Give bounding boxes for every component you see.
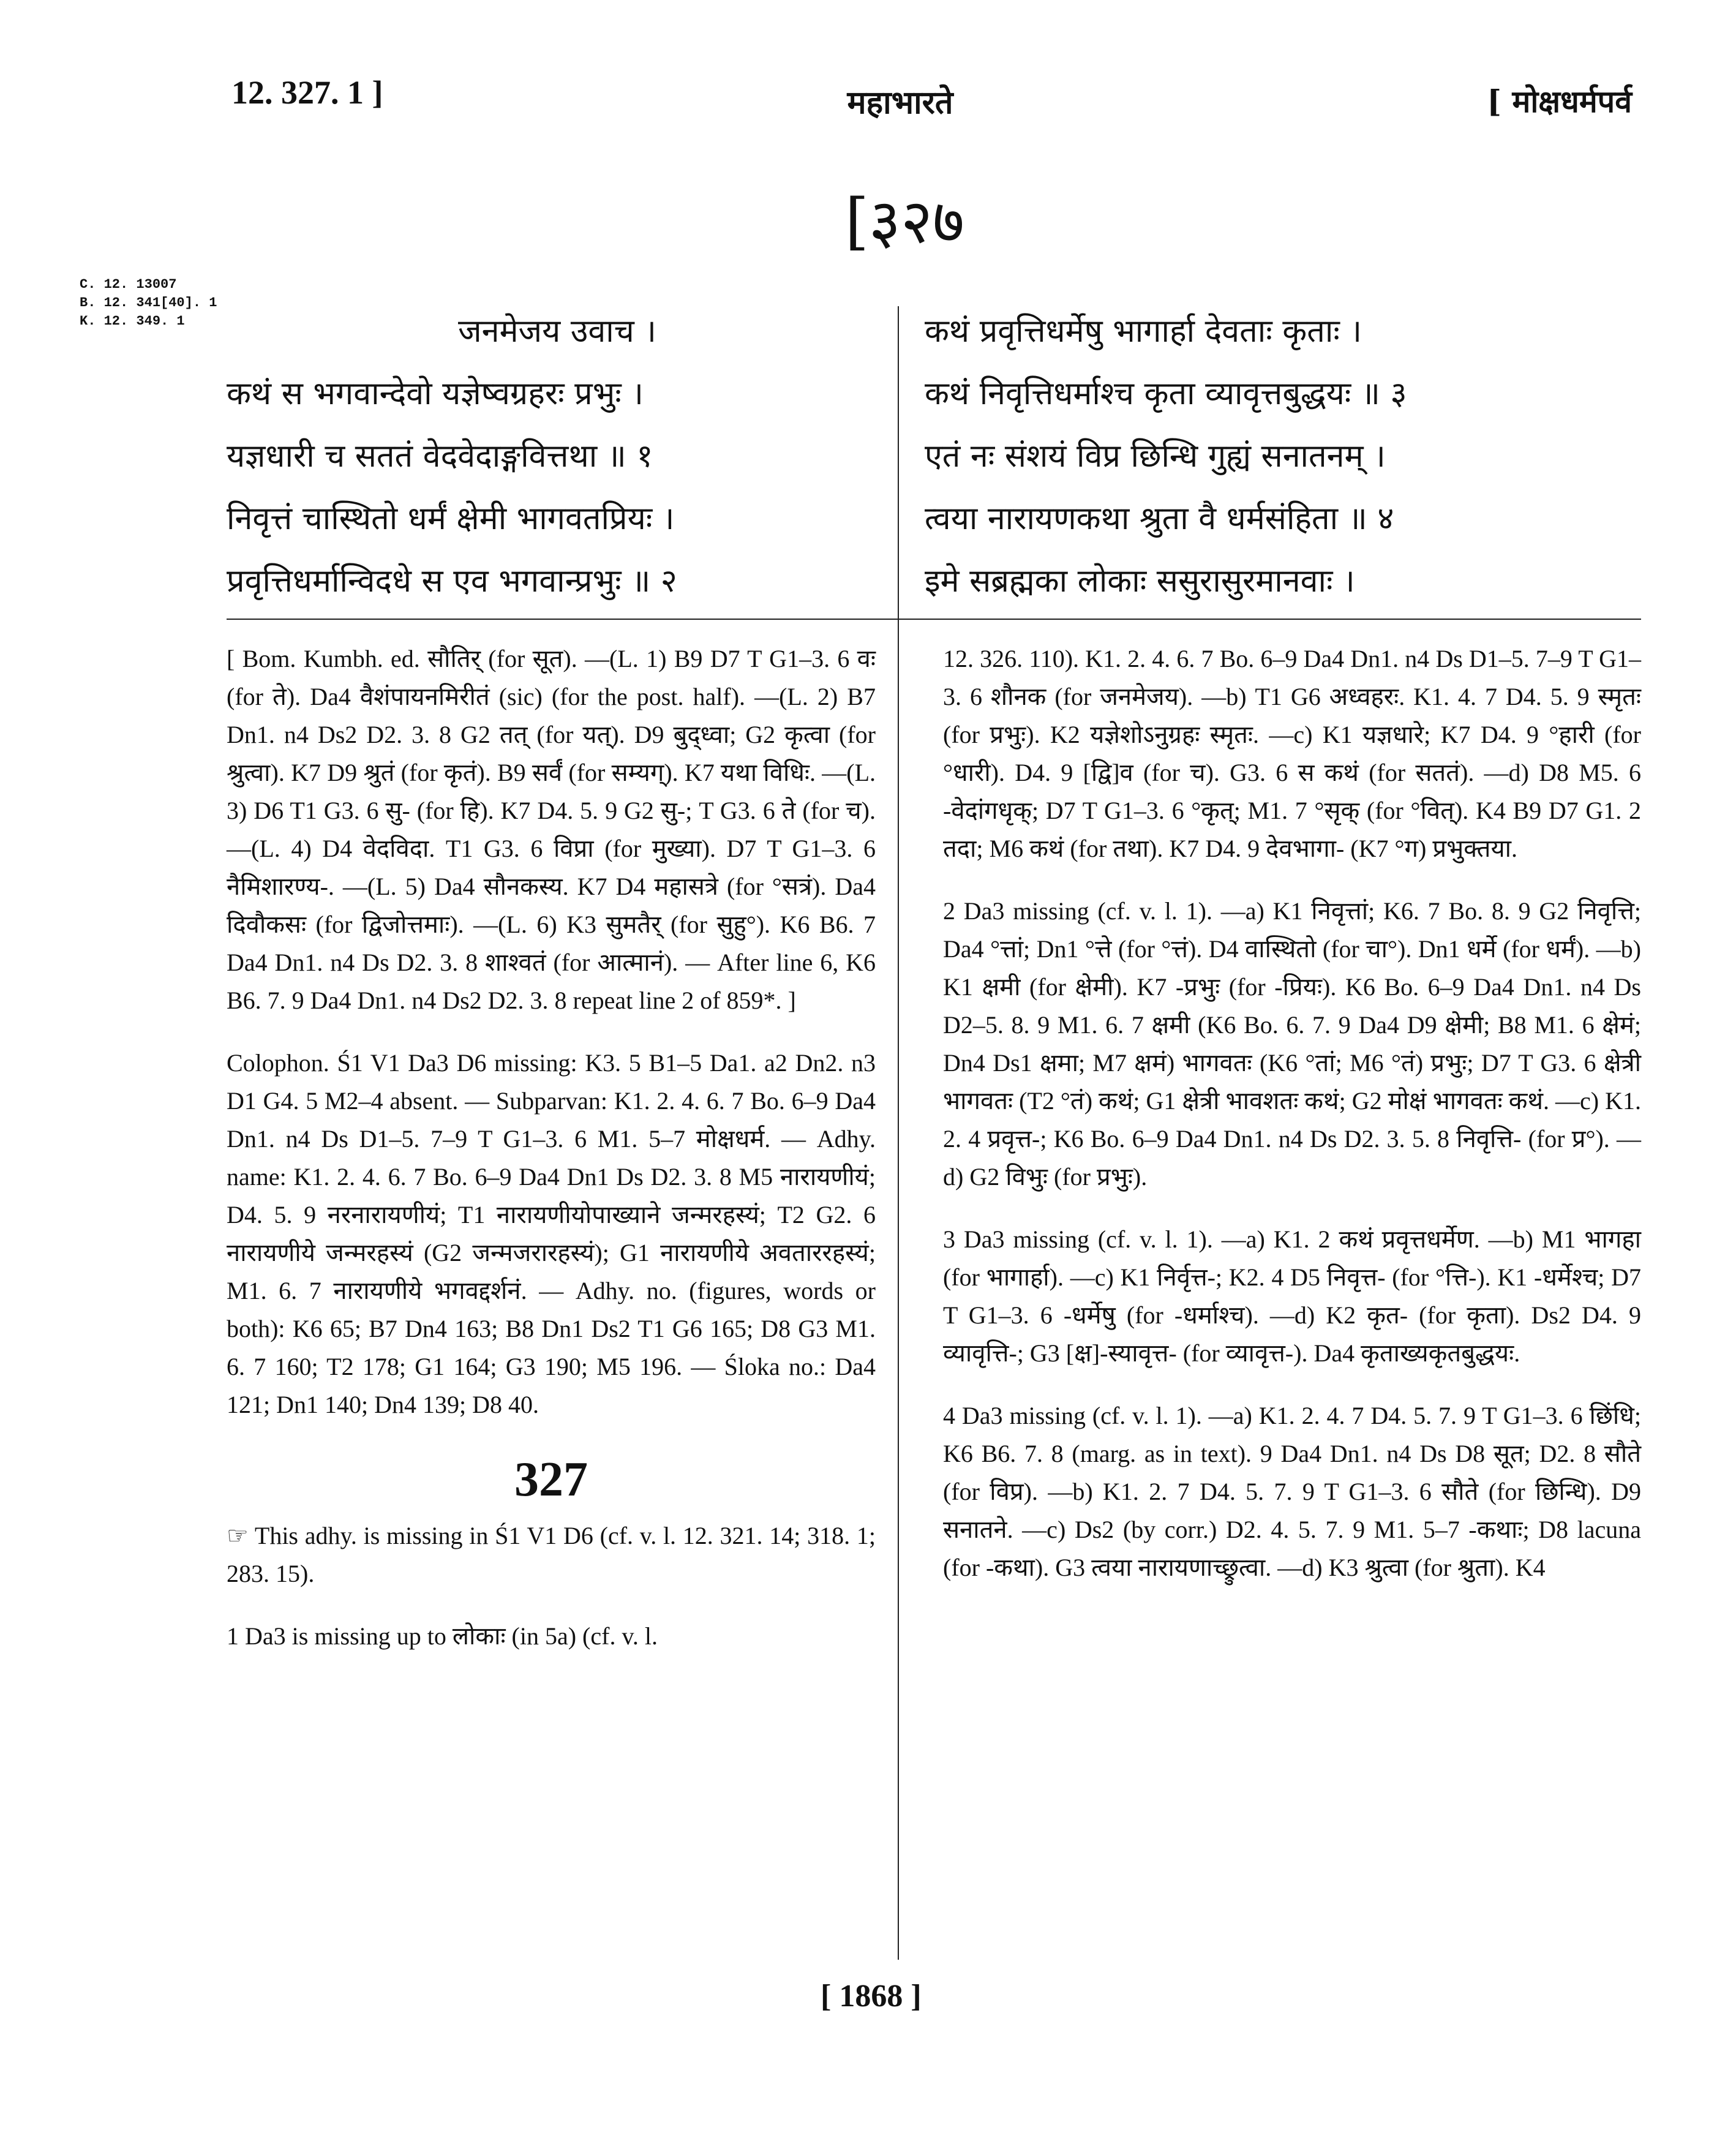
- apparatus-note: 12. 326. 110). K1. 2. 4. 6. 7 Bo. 6–9 Da4 Dn1. n4 Ds D1–5. 7–9 T G1–3. 6 शौनक (for जनमेजय). —b) T1 G6 अध्वहरः. K1. 4. 7 D4. 5. 9 स्मृतः (for प्रभुः). K2 यज्ञेशोऽनुग्रहः स्मृतः. —c) K1 यज्ञधारे; K7 D4. 9 °हारी (for °धारी). D4. 9 [द्वि]व (for च). G3. 6 स कथं (for सततं). —d) D8 M5. 6 -वेदांगधृक्; D7 T G1–3. 6 °कृत्; M1. 7 °सृक् (for °वित्). K4 B9 D7 G1. 2 तदा; M6 कथं (for तथा). K7 D4. 9 देवभागा- (K7 °ग) प्रभुक्तया.: [943, 645, 1641, 862]
- adhyaya-number: 327: [514, 1453, 588, 1507]
- apparatus-note: [ Bom. Kumbh. ed. सौतिर् (for सूत). —(L. 1) B9 D7 T G1–3. 6 वः (for ते). Da4 वैशंपायनमिरीतं (sic) (for the post. half). —(L. 2) B7 Dn1. n4 Ds2 D2. 3. 8 G2 तत् (for यत्). D9 बुद्ध्वा; G2 कृत्वा (for श्रुत्वा). K7 D9 श्रुतं (for कृतं). B9 सर्वं (for सम्यग्). K7 यथा विधिः. —(L. 3) D6 T1 G3. 6 सु- (for हि). K7 D4. 5. 9 G2 सु-; T G3. 6 ते (for च). —(L. 4) D4 वेदविदा. T1 G3. 6 विप्रा (for मुख्या). D7 T G1–3. 6 नैमिशारण्य-. —(L. 5) Da4 सौनकस्य. K7 D4 महासत्रे (for °सत्रं). Da4 दिवौकसः (for द्विजोत्तमाः). —(L. 6) K3 सुमतैर् (for सुहु°). K6 B6. 7 Da4 Dn1. n4 Ds D2. 3. 8 शाश्वतं (for आत्मानं). — After line 6, K6 B6. 7. 9 Da4 Dn1. n4 Ds2 D2. 3. 8 repeat line 2 of 859*. ]: [227, 645, 876, 1014]
- margin-ref-calcutta: C. 12. 13007: [80, 277, 177, 292]
- apparatus-note: 4 Da3 missing (cf. v. l. 1). —a) K1. 2. 4. 7 D4. 5. 7. 9 T G1–3. 6 छिंधि; K6 B6. 7. 8 (marg. as in text). 9 Da4 Dn1. n4 Ds D8 सूत; D2. 8 सौते (for विप्र). —b) K1. 2. 7 D4. 5. 7. 9 T G1–3. 6 सौते (for छिन्धि). D9 सनातने. —c) Ds2 (by corr.) D2. 4. 5. 7. 9 M1. 5–7 -कथाः; D8 lacuna (for -कथा). G3 त्वया नारायणाच्छ्रुत्वा. —d) K3 श्रुत्वा (for श्रुता). K4: [943, 1402, 1641, 1581]
- verse-line: एतं नः संशयं विप्र छिन्धि गुह्यं सनातनम् ।: [925, 438, 1386, 475]
- running-head-title: महाभारते: [847, 84, 953, 121]
- apparatus-note: 3 Da3 missing (cf. v. l. 1). —a) K1. 2 कथं प्रवृत्तधर्मेण. —b) M1 भागहा (for भागार्हा). —c) K1 निर्वृत्त-; K2. 4 D5 निवृत्त- (for °त्ति-). K1 -धर्मेश्च; D7 T G1–3. 6 -धर्मेषु (for -धर्माश्च). —d) K2 कृत- (for कृता). Ds2 D4. 9 व्यावृत्ति-; G3 [क्ष]-स्यावृत्त- (for व्यावृत्त-). Da4 कृताख्यकृतबुद्धयः.: [943, 1225, 1641, 1367]
- missing-note: ☞ This adhy. is missing in Ś1 V1 D6 (cf. v. l. 12. 321. 14; 318. 1; 283. 15).: [227, 1522, 876, 1587]
- verse-line: प्रवृत्तिधर्मान्विदधे स एव भगवान्प्रभुः ॥ २: [227, 563, 677, 600]
- apparatus-note: 2 Da3 missing (cf. v. l. 1). —a) K1 निवृत्तां; K6. 7 Bo. 8. 9 G2 निवृत्ति; Da4 °त्तां; Dn1 °त्ते (for °त्तं). D4 वास्थितो (for चा°). Dn1 धर्मे (for धर्मं). —b) K1 क्षमी (for क्षेमी). K7 -प्रभुः (for -प्रियः). K6 Bo. 6–9 Da4 Dn1. n4 Ds D2–5. 8. 9 M1. 6. 7 क्षमी (K6 Bo. 6. 7. 9 Da4 D9 क्षेमी; B8 M1. 6 क्षेमं; Dn4 Ds1 क्षमा; M7 क्षमं) भागवतः (K6 °तां; M6 °तं) प्रभुः; D7 T G3. 6 क्षेत्री भागवतः (T2 °तं) कथं; G1 क्षेत्री भावशतः कथं; G2 मोक्षं भागवतः कथं. —c) K1. 2. 4 प्रवृत्त-; K6 Bo. 6–9 Da4 Dn1. n4 Ds D2. 3. 5. 8 निवृत्ति- (for प्र°). —d) G2 विभुः (for प्रभुः).: [943, 897, 1641, 1191]
- verse-line: कथं प्रवृत्तिधर्मेषु भागार्हा देवताः कृताः ।: [925, 313, 1362, 350]
- running-head-right: [ मोक्षधर्मपर्व: [1487, 83, 1632, 119]
- colophon-note: Colophon. Ś1 V1 Da3 D6 missing: K3. 5 B1–5 Da1. a2 Dn2. n3 D1 G4. 5 M2–4 absent. — Subparvan: K1. 2. 4. 6. 7 Bo. 6–9 Da4 Dn1. n4 Ds D1–5. 7–9 T G1–3. 6 M1. 5–7 मोक्षधर्म. — Adhy. name: K1. 2. 4. 6. 7 Bo. 6–9 Da4 Dn1 Ds D2. 3. 8 M5 नारायणीयं; D4. 5. 9 नरनारायणीयं; T1 नारायणीयोपाख्याने जन्मरहस्यं; T2 G2. 6 नारायणीये जन्मरहस्यं (G2 जन्मजरारहस्यं); G1 नारायणीये अवताररहस्यं; M1. 6. 7 नारायणीये भगवद्दर्शनं. — Adhy. no. (figures, words or both): K6 65; B7 Dn4 163; B8 Dn1 Ds2 T1 G6 165; D8 G3 M1. 6. 7 160; T2 178; G1 164; G3 190; M5 196. — Śloka no.: Da4 121; Dn1 140; Dn4 139; D8 40.: [227, 1049, 876, 1418]
- speaker-line: जनमेजय उवाच ।: [458, 313, 656, 350]
- running-head-left: 12. 327. 1 ]: [231, 74, 383, 111]
- verse-line: इमे सब्रह्मका लोकाः ससुरासुरमानवाः ।: [925, 563, 1355, 600]
- apparatus-note: 1 Da3 is missing up to लोकाः (in 5a) (cf. v. l.: [227, 1622, 658, 1650]
- apparatus-column-right: [943, 640, 1641, 1611]
- verse-column-left: [227, 300, 888, 619]
- apparatus-column-left: [227, 640, 876, 1680]
- column-divider: [898, 306, 899, 1960]
- verse-line: त्वया नारायणकथा श्रुता वै धर्मसंहिता ॥ ४: [925, 500, 1394, 537]
- verse-line: निवृत्तं चास्थितो धर्मं क्षेमी भागवतप्रियः ।: [227, 500, 675, 537]
- verse-line: कथं स भगवान्देवो यज्ञेष्वग्रहरः प्रभुः ।: [227, 375, 644, 412]
- verse-line: कथं निवृत्तिधर्माश्च कृता व्यावृत्तबुद्धयः ॥ ३: [925, 375, 1407, 412]
- margin-ref-kumbhakonam: K. 12. 349. 1: [80, 314, 185, 329]
- page-number: [ 1868 ]: [821, 1979, 922, 2014]
- adhyaya-mark: [३२७: [845, 186, 965, 257]
- margin-ref-bombay: B. 12. 341[40]. 1: [80, 295, 217, 310]
- verse-line: यज्ञधारी च सततं वेदवेदाङ्गवित्तथा ॥ १: [227, 438, 653, 475]
- text-apparatus-divider: [227, 619, 1641, 620]
- verse-column-right: [925, 300, 1647, 619]
